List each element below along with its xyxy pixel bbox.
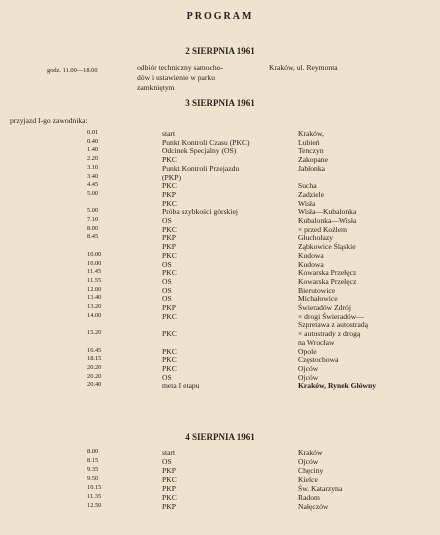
place-cell: Sucha bbox=[298, 181, 317, 191]
page-title: PROGRAM bbox=[186, 11, 254, 22]
place-cell: Wisła bbox=[298, 198, 316, 208]
event-cell: PKP bbox=[162, 303, 176, 312]
time-cell: 12.00 bbox=[87, 285, 102, 293]
place-cell: Kudowa bbox=[298, 250, 324, 260]
day1-place: Kraków, ul. Reymonta bbox=[269, 63, 338, 72]
event-cell: PKP bbox=[162, 233, 176, 243]
place-cell: × drogi Świeradów— bbox=[298, 311, 364, 321]
time-cell: 1.40 bbox=[87, 146, 99, 154]
place-cell: × przed Koźlem bbox=[298, 224, 347, 234]
event-cell: PKP bbox=[162, 242, 176, 252]
event-cell: OS bbox=[162, 294, 172, 304]
time-cell: 13.20 bbox=[87, 303, 102, 310]
event-cell: OS bbox=[162, 457, 172, 466]
place-cell: Wisła—Kubalonka bbox=[298, 207, 357, 217]
place-cell: Kraków, Rynek Główny bbox=[298, 381, 377, 391]
place-cell: Bierutowice bbox=[298, 285, 336, 295]
event-cell: Próba szybkości górskiej bbox=[162, 207, 238, 217]
place-cell: Ojców bbox=[298, 372, 319, 382]
place-cell: na Wrocław bbox=[298, 337, 335, 347]
time-cell: 5.00 bbox=[87, 207, 99, 215]
place-cell: Michałowice bbox=[298, 294, 338, 304]
place-cell: Ząbkowice Śląskie bbox=[298, 242, 356, 252]
place-cell: Kubalonka—Wisła bbox=[298, 216, 357, 225]
event-cell: PKC bbox=[162, 311, 177, 321]
time-cell: 8.00 bbox=[87, 448, 99, 455]
place-cell: Kraków, bbox=[298, 129, 324, 138]
place-cell: Ojców bbox=[298, 363, 319, 373]
day3-heading: 4 SIERPNIA 1961 bbox=[185, 432, 255, 442]
place-cell: Opole bbox=[298, 346, 317, 356]
time-cell: 3.10 bbox=[87, 163, 99, 171]
time-cell: 8.15 bbox=[87, 457, 99, 464]
event-cell: PKC bbox=[162, 493, 177, 502]
place-cell: Radom bbox=[298, 493, 320, 502]
time-cell: 20.20 bbox=[87, 363, 102, 371]
place-cell: Głuchołazy bbox=[298, 233, 334, 243]
arrival-label: przyjazd I-go zawodnika: bbox=[10, 116, 88, 125]
event-cell: OS bbox=[162, 216, 172, 225]
time-cell: 9.50 bbox=[87, 475, 99, 482]
time-cell: 2.20 bbox=[87, 155, 99, 163]
event-cell: OS bbox=[162, 285, 172, 295]
place-cell: Nałęczów bbox=[298, 502, 329, 511]
time-cell: 0.01 bbox=[87, 129, 99, 136]
time-cell: 8.00 bbox=[87, 224, 99, 232]
place-cell: Częstochowa bbox=[298, 355, 339, 365]
place-cell: Kudowa bbox=[298, 259, 324, 269]
place-cell: Kowarska Przełęcz bbox=[298, 268, 357, 278]
time-cell: 3.40 bbox=[87, 172, 99, 180]
time-cell: 20.20 bbox=[87, 372, 102, 380]
event-cell: (PKP) bbox=[162, 172, 181, 182]
event-cell: OS bbox=[162, 259, 172, 269]
time-cell: 5.00 bbox=[87, 189, 99, 197]
event-cell: PKC bbox=[162, 346, 177, 356]
time-cell: 11.35 bbox=[87, 493, 102, 500]
event-cell: meta I etapu bbox=[162, 381, 200, 391]
event-cell: Punkt Kontroli Czasu (PKC) bbox=[162, 137, 250, 147]
event-cell: OS bbox=[162, 276, 172, 286]
place-cell: Tenczyn bbox=[298, 146, 324, 156]
time-cell: 7.10 bbox=[87, 216, 99, 223]
event-cell: PKC bbox=[162, 355, 177, 365]
time-cell: 15.20 bbox=[87, 329, 102, 337]
day2-heading: 3 SIERPNIA 1961 bbox=[185, 98, 255, 108]
place-cell: Św. Katarzyna bbox=[298, 484, 343, 493]
time-cell: 9.35 bbox=[87, 466, 99, 473]
event-cell: start bbox=[162, 129, 176, 138]
place-cell: Zadziele bbox=[298, 189, 325, 199]
place-cell: Szpretawa z autostradą bbox=[298, 320, 368, 330]
time-cell: 11.55 bbox=[87, 276, 102, 284]
time-cell: 10.00 bbox=[87, 250, 102, 258]
time-cell: 14.00 bbox=[87, 311, 102, 319]
event-cell: Odcinek Specjalny (OS) bbox=[162, 146, 237, 156]
place-cell: Kowarska Przełęcz bbox=[298, 276, 357, 286]
time-cell: 8.45 bbox=[87, 233, 99, 241]
event-cell: OS bbox=[162, 372, 172, 382]
place-cell: Ojców bbox=[298, 457, 319, 466]
place-cell: Chęciny bbox=[298, 466, 324, 475]
place-cell: Lubień bbox=[298, 137, 320, 147]
time-cell: 13.40 bbox=[87, 294, 102, 302]
place-cell: Zakopane bbox=[298, 155, 328, 165]
event-cell: PKC bbox=[162, 181, 177, 191]
place-cell: Kraków bbox=[298, 448, 323, 457]
event-cell: PKP bbox=[162, 189, 176, 199]
event-cell: PKC bbox=[162, 155, 177, 165]
time-cell: 10.15 bbox=[87, 484, 102, 491]
day1-time: godz. 11.00—18.00 bbox=[47, 67, 98, 74]
event-cell: PKC bbox=[162, 363, 177, 373]
place-cell: Kielce bbox=[298, 475, 318, 484]
day1-heading: 2 SIERPNIA 1961 bbox=[185, 46, 255, 56]
time-cell: 0.40 bbox=[87, 137, 99, 145]
event-cell: PKC bbox=[162, 475, 177, 484]
time-cell: 11.45 bbox=[87, 268, 102, 276]
time-cell: 20.40 bbox=[87, 381, 102, 389]
event-cell: PKP bbox=[162, 502, 176, 511]
event-cell: PKC bbox=[162, 329, 177, 339]
event-cell: start bbox=[162, 448, 176, 457]
day1-line: odbiór techniczny samocho- bbox=[137, 63, 224, 72]
time-cell: 10.00 bbox=[87, 259, 102, 267]
event-cell: PKC bbox=[162, 198, 177, 208]
event-cell: Punkt Kontroli Przejazdu bbox=[162, 163, 240, 173]
time-cell: 16.45 bbox=[87, 346, 102, 354]
day1-line: zamkniętym bbox=[137, 83, 175, 92]
time-cell: 4.45 bbox=[87, 181, 99, 189]
place-cell: Jabłonka bbox=[298, 163, 325, 173]
event-cell: PKC bbox=[162, 250, 177, 260]
day1-line: dów i ustawienie w parku bbox=[137, 73, 216, 82]
place-cell: Świeradów Zdrój bbox=[298, 303, 351, 312]
time-cell: 12.50 bbox=[87, 502, 102, 509]
event-cell: PKP bbox=[162, 484, 176, 493]
event-cell: PKP bbox=[162, 466, 176, 475]
event-cell: PKC bbox=[162, 224, 177, 234]
place-cell: × autostrady z drogą bbox=[298, 329, 361, 339]
event-cell: PKC bbox=[162, 268, 177, 278]
time-cell: 18.15 bbox=[87, 355, 102, 363]
